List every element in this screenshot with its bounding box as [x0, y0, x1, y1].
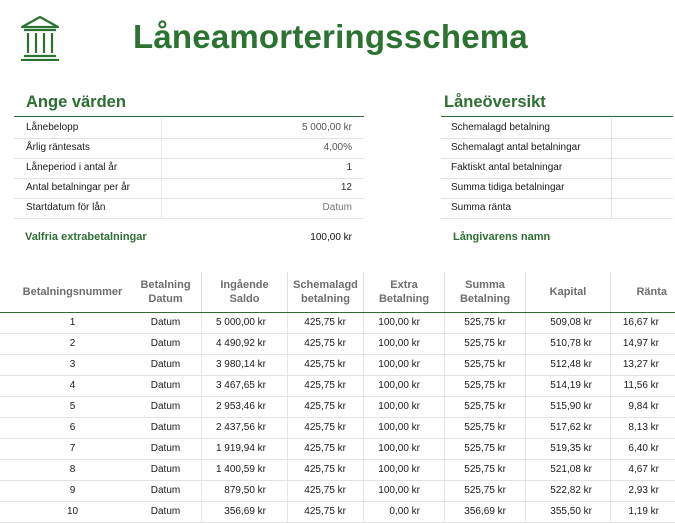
col-header-opening-balance: Ingående Saldo — [220, 278, 269, 305]
cell-payment-number: 9 — [69, 485, 76, 496]
scheduled-count-value — [611, 138, 674, 158]
cell-principal: 355,50 kr — [550, 506, 592, 517]
table-row — [0, 376, 675, 397]
cell-interest: 1,19 kr — [628, 506, 659, 517]
input-row-payments-per-year — [14, 178, 364, 199]
cell-interest: 2,93 kr — [628, 485, 659, 496]
cell-payment-date: Datum — [150, 422, 181, 433]
col-header-principal: Kapital — [549, 285, 587, 298]
cell-interest: 9,84 kr — [628, 401, 659, 412]
cell-principal: 515,90 kr — [550, 401, 592, 412]
table-row — [0, 418, 675, 439]
overview-row-scheduled-count — [441, 138, 673, 159]
cell-principal: 514,19 kr — [550, 380, 592, 391]
input-row-start-date — [14, 198, 364, 219]
table-row — [0, 439, 675, 460]
cell-payment-date: Datum — [150, 338, 181, 349]
bank-building-icon — [20, 15, 60, 61]
cell-extra-payment: 100,00 kr — [378, 443, 420, 454]
extra-payments-label: Valfria extrabetalningar — [25, 231, 147, 243]
cell-opening-balance: 356,69 kr — [224, 506, 266, 517]
early-payments-value — [611, 178, 674, 198]
total-interest-value — [611, 198, 674, 218]
table-row — [0, 481, 675, 502]
col-header-payment-date: Betalning Datum — [140, 278, 191, 305]
cell-interest: 8,13 kr — [628, 422, 659, 433]
cell-principal: 521,08 kr — [550, 464, 592, 475]
cell-payment-date: Datum — [150, 485, 181, 496]
table-row — [0, 397, 675, 418]
cell-payment-date: Datum — [150, 317, 181, 328]
cell-payment-date: Datum — [150, 401, 181, 412]
col-header-extra-payment: Extra Betalning — [378, 278, 430, 305]
cell-interest: 14,97 kr — [622, 338, 659, 349]
cell-extra-payment: 0,00 kr — [389, 506, 420, 517]
overview-label: Schemalagt antal betalningar — [451, 142, 581, 153]
interest-rate-field[interactable]: 4,00% — [161, 138, 364, 158]
cell-extra-payment: 100,00 kr — [378, 359, 420, 370]
cell-total-payment: 525,75 kr — [464, 443, 506, 454]
cell-total-payment: 525,75 kr — [464, 359, 506, 370]
cell-scheduled-payment: 425,75 kr — [304, 422, 346, 433]
inputs-section-title: Ange värden — [26, 93, 126, 111]
overview-label: Summa tidiga betalningar — [451, 182, 565, 193]
input-label: Årlig räntesats — [26, 142, 90, 153]
cell-payment-number: 1 — [69, 317, 76, 328]
input-row-loan-amount — [14, 118, 364, 139]
cell-extra-payment: 100,00 kr — [378, 401, 420, 412]
cell-payment-date: Datum — [150, 380, 181, 391]
overview-row-actual-count — [441, 158, 673, 179]
table-row — [0, 313, 675, 334]
schedule-table-body — [0, 313, 675, 523]
overview-grid — [441, 118, 673, 220]
actual-count-value — [611, 158, 674, 178]
cell-payment-number: 6 — [69, 422, 76, 433]
schedule-table-header — [0, 272, 675, 313]
cell-scheduled-payment: 425,75 kr — [304, 401, 346, 412]
cell-extra-payment: 100,00 kr — [378, 317, 420, 328]
cell-extra-payment: 100,00 kr — [378, 485, 420, 496]
start-date-field[interactable]: Datum — [161, 198, 364, 218]
overview-label: Faktiskt antal betalningar — [451, 162, 563, 173]
cell-principal: 519,35 kr — [550, 443, 592, 454]
table-row — [0, 355, 675, 376]
loan-period-field[interactable]: 1 — [161, 158, 364, 178]
loan-amount-field[interactable]: 5 000,00 kr — [161, 118, 364, 138]
cell-scheduled-payment: 425,75 kr — [304, 317, 346, 328]
cell-payment-date: Datum — [150, 506, 181, 517]
cell-scheduled-payment: 425,75 kr — [304, 506, 346, 517]
cell-opening-balance: 2 437,56 kr — [215, 422, 266, 433]
cell-extra-payment: 100,00 kr — [378, 380, 420, 391]
cell-payment-number: 2 — [69, 338, 76, 349]
cell-total-payment: 525,75 kr — [464, 380, 506, 391]
cell-scheduled-payment: 425,75 kr — [304, 380, 346, 391]
cell-principal: 510,78 kr — [550, 338, 592, 349]
cell-payment-number: 8 — [69, 464, 76, 475]
overview-label: Summa ränta — [451, 202, 512, 213]
cell-principal: 517,62 kr — [550, 422, 592, 433]
overview-row-early-payments — [441, 178, 673, 199]
overview-label: Schemalagd betalning — [451, 122, 550, 133]
cell-payment-number: 5 — [69, 401, 76, 412]
cell-payment-number: 3 — [69, 359, 76, 370]
cell-scheduled-payment: 425,75 kr — [304, 464, 346, 475]
col-header-payment-number: Betalningsnummer — [22, 285, 123, 298]
cell-principal: 522,82 kr — [550, 485, 592, 496]
cell-principal: 509,08 kr — [550, 317, 592, 328]
cell-extra-payment: 100,00 kr — [378, 338, 420, 349]
cell-opening-balance: 5 000,00 kr — [215, 317, 266, 328]
cell-interest: 4,67 kr — [628, 464, 659, 475]
cell-interest: 13,27 kr — [622, 359, 659, 370]
cell-scheduled-payment: 425,75 kr — [304, 338, 346, 349]
cell-opening-balance: 1 400,59 kr — [215, 464, 266, 475]
inputs-grid — [14, 118, 364, 220]
extra-payments-field[interactable]: 100,00 kr — [310, 232, 352, 243]
scheduled-payment-value — [611, 118, 674, 138]
cell-scheduled-payment: 425,75 kr — [304, 359, 346, 370]
payments-per-year-field[interactable]: 12 — [161, 178, 364, 198]
input-label: Låneperiod i antal år — [26, 162, 118, 173]
cell-total-payment: 356,69 kr — [464, 506, 506, 517]
overview-row-scheduled-payment — [441, 118, 673, 139]
cell-payment-number: 4 — [69, 380, 76, 391]
cell-interest: 11,56 kr — [623, 380, 659, 391]
input-label: Lånebelopp — [26, 122, 79, 133]
col-header-interest: Ränta — [636, 285, 667, 298]
cell-opening-balance: 879,50 kr — [224, 485, 266, 496]
cell-payment-date: Datum — [150, 359, 181, 370]
input-row-loan-period — [14, 158, 364, 179]
cell-opening-balance: 4 490,92 kr — [215, 338, 266, 349]
cell-scheduled-payment: 425,75 kr — [304, 485, 346, 496]
lender-name-label: Långivarens namn — [453, 231, 551, 243]
cell-payment-date: Datum — [150, 443, 181, 454]
cell-total-payment: 525,75 kr — [464, 338, 506, 349]
cell-total-payment: 525,75 kr — [464, 422, 506, 433]
overview-section-title: Låneöversikt — [444, 93, 546, 111]
cell-total-payment: 525,75 kr — [464, 317, 506, 328]
page-title: Låneamorteringsschema — [133, 18, 528, 55]
table-row — [0, 334, 675, 355]
cell-opening-balance: 2 953,46 kr — [215, 401, 266, 412]
input-label: Antal betalningar per år — [26, 182, 130, 193]
col-header-scheduled-payment: Schemalagd betalning — [293, 278, 358, 305]
cell-opening-balance: 1 919,94 kr — [215, 443, 266, 454]
col-header-total-payment: Summa Betalning — [459, 278, 511, 305]
table-row — [0, 460, 675, 481]
cell-total-payment: 525,75 kr — [464, 401, 506, 412]
cell-extra-payment: 100,00 kr — [378, 422, 420, 433]
input-label: Startdatum för lån — [26, 202, 106, 213]
overview-row-total-interest — [441, 198, 673, 219]
cell-opening-balance: 3 980,14 kr — [215, 359, 266, 370]
cell-interest: 6,40 kr — [628, 443, 659, 454]
cell-payment-number: 10 — [66, 506, 79, 517]
cell-payment-number: 7 — [69, 443, 76, 454]
cell-total-payment: 525,75 kr — [464, 485, 506, 496]
cell-extra-payment: 100,00 kr — [378, 464, 420, 475]
cell-payment-date: Datum — [150, 464, 181, 475]
cell-total-payment: 525,75 kr — [464, 464, 506, 475]
cell-interest: 16,67 kr — [622, 317, 659, 328]
cell-scheduled-payment: 425,75 kr — [304, 443, 346, 454]
cell-opening-balance: 3 467,65 kr — [215, 380, 266, 391]
cell-principal: 512,48 kr — [550, 359, 592, 370]
input-row-interest-rate — [14, 138, 364, 159]
